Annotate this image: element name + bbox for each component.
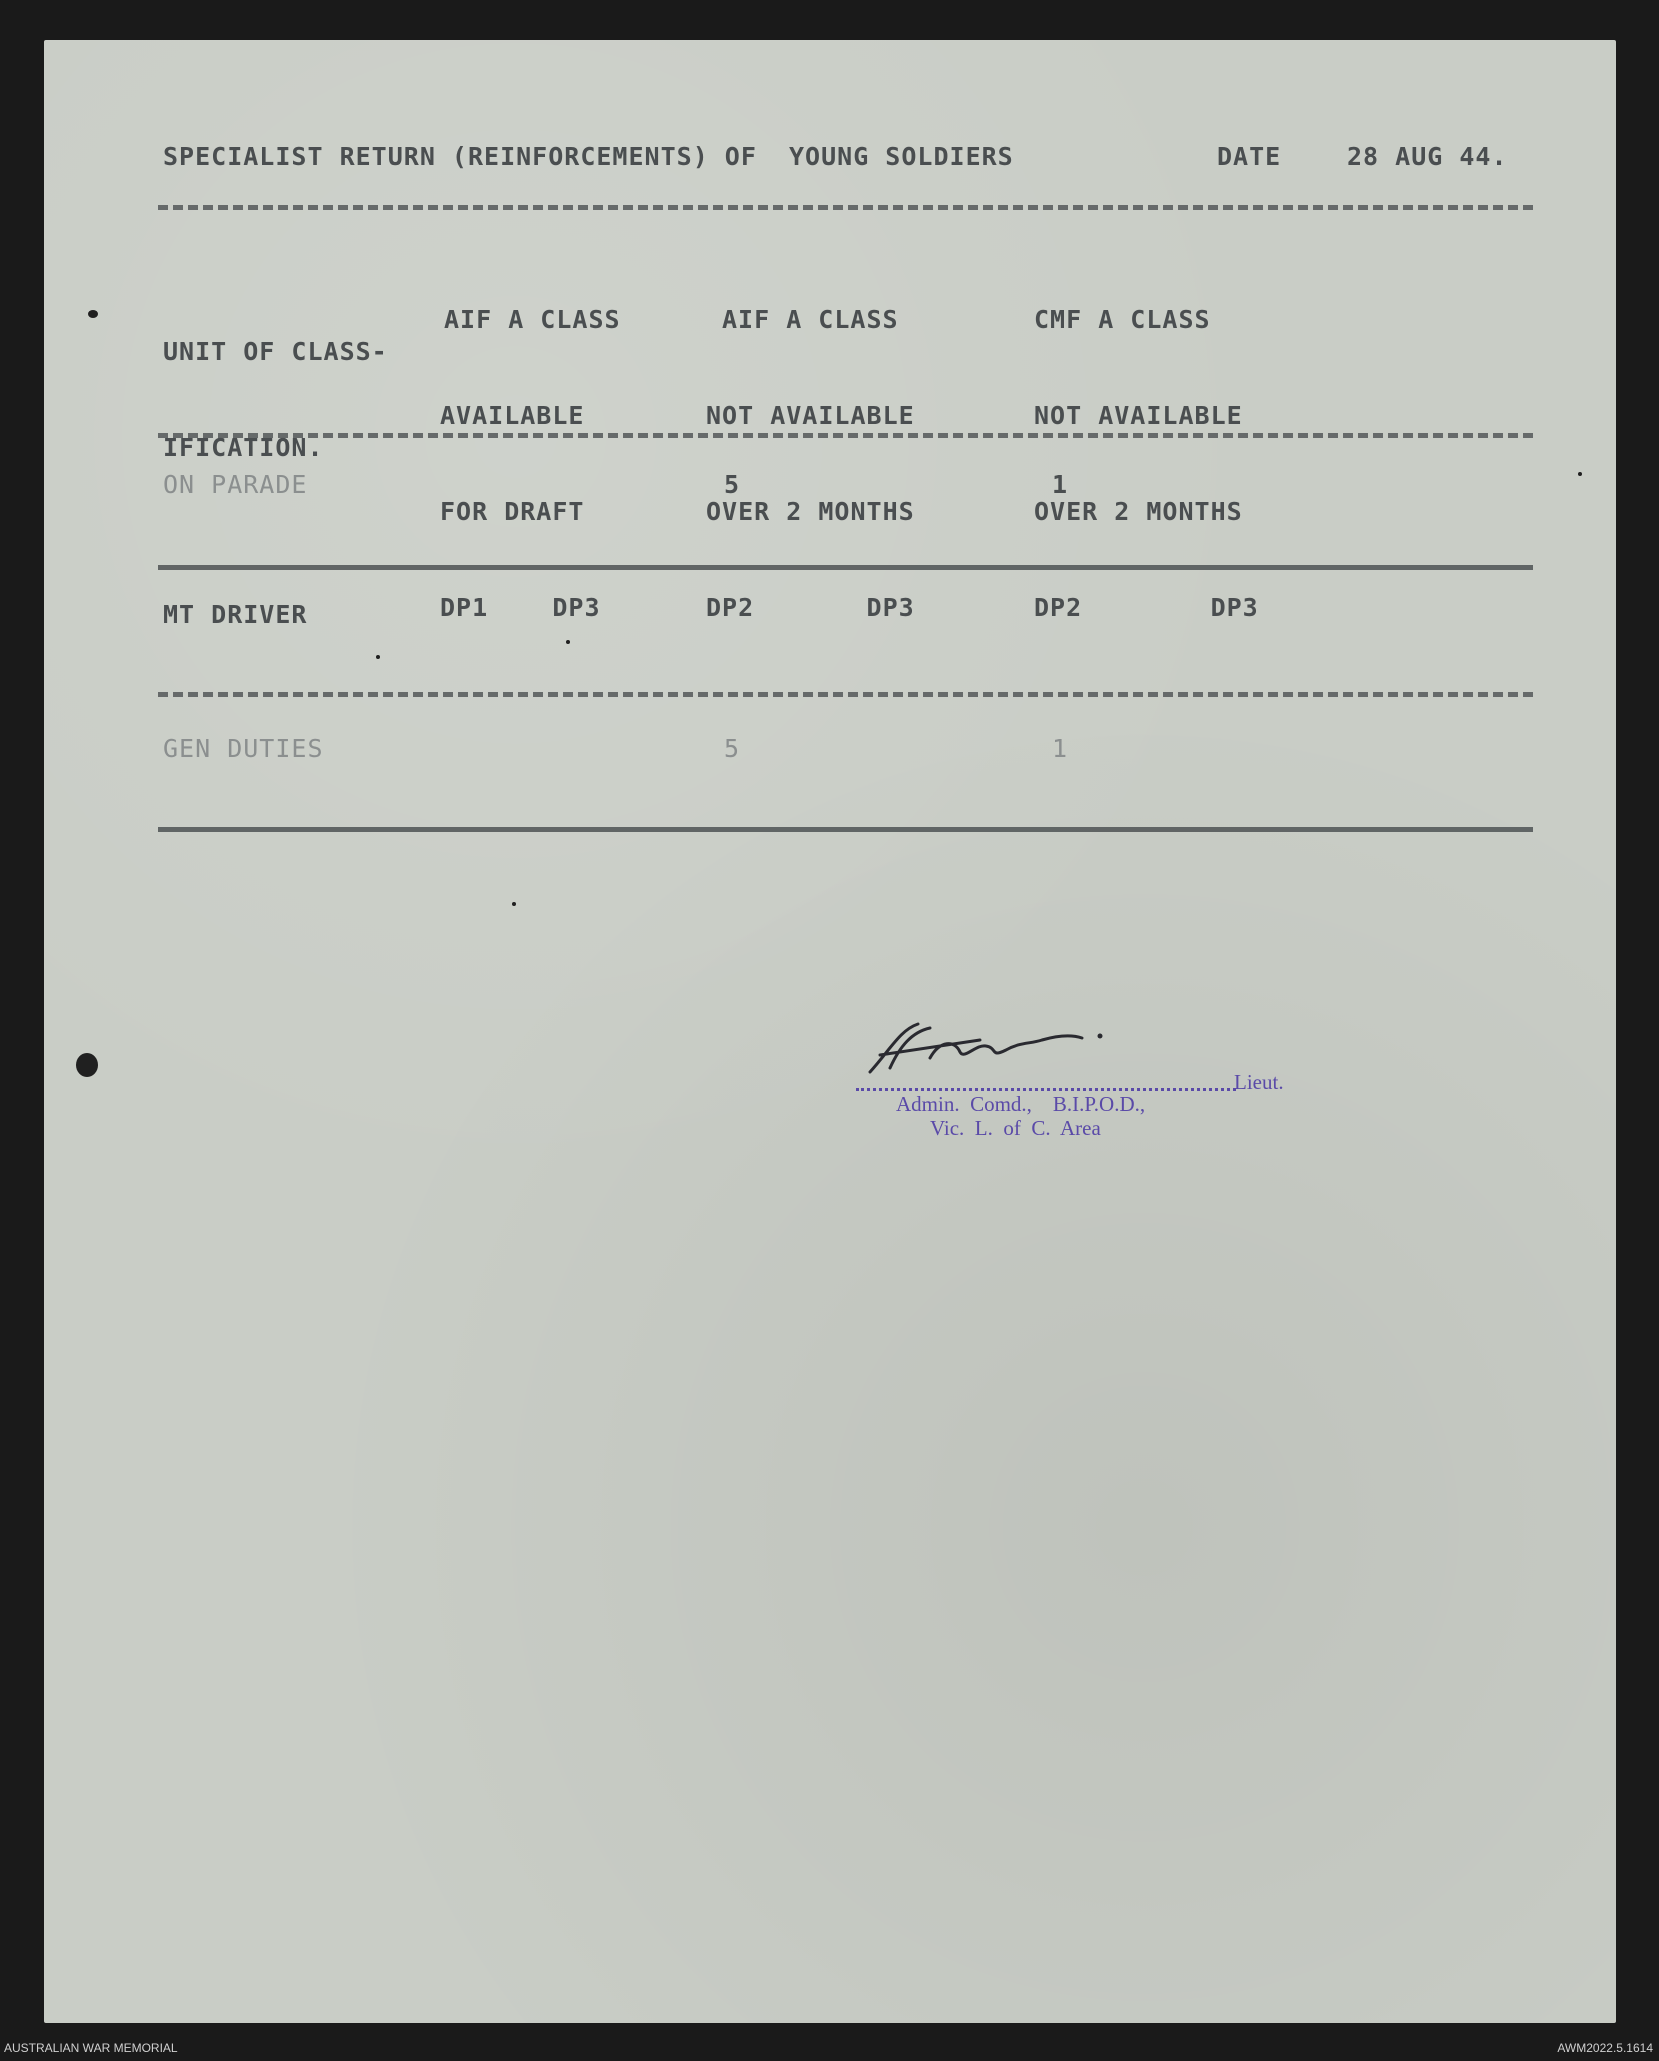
aif-available-line-4: DP1 DP3: [440, 593, 601, 622]
row-rule-3: [158, 827, 1533, 832]
row-rule-2: [158, 692, 1533, 697]
cmf-not-available-line-4: DP2 DP3: [1034, 593, 1259, 622]
header-rule: [158, 205, 1533, 210]
row-value-aif-na-dp2: 5: [724, 734, 741, 763]
row-label: ON PARADE: [163, 470, 308, 499]
paper-speck: [88, 310, 98, 318]
column-header-unit: [163, 272, 388, 496]
row-value-aif-na-dp2: 5: [724, 470, 741, 499]
column-header-rule: [158, 433, 1533, 438]
row-rule-1: [158, 565, 1533, 570]
aif-available-line-1: AIF A CLASS: [444, 305, 621, 334]
column-header-aif-not-available: [706, 240, 915, 656]
paper-speck: [566, 640, 570, 644]
aif-available-line-2: AVAILABLE: [440, 401, 585, 430]
aif-not-available-line-3: OVER 2 MONTHS: [706, 497, 915, 526]
paper-speck: [1578, 472, 1582, 476]
document-title: SPECIALIST RETURN (REINFORCEMENTS) OF YOUNG SOLDIERS: [163, 142, 1014, 171]
column-header-unit-line-1: UNIT OF CLASS-: [163, 337, 388, 366]
handwritten-signature: [860, 1010, 1160, 1090]
footer-right: AWM2022.5.1614: [1557, 2041, 1653, 2055]
stamp-line-1: Admin. Comd., B.I.P.O.D.,: [896, 1092, 1146, 1116]
row-label: GEN DUTIES: [163, 734, 324, 763]
cmf-not-available-line-3: OVER 2 MONTHS: [1034, 497, 1243, 526]
punch-hole-mark: [76, 1053, 98, 1077]
column-header-unit-line-2: IFICATION.: [163, 433, 324, 462]
row-value-cmf-na-dp2: 1: [1052, 470, 1069, 499]
stamp-rank: Lieut.: [1234, 1070, 1284, 1094]
cmf-not-available-line-1: CMF A CLASS: [1034, 305, 1211, 334]
footer-left: AUSTRALIAN WAR MEMORIAL: [4, 2041, 178, 2055]
row-value-cmf-na-dp2: 1: [1052, 734, 1069, 763]
paper-speck: [512, 902, 516, 906]
date-value: 28 AUG 44.: [1347, 142, 1508, 171]
stamp-line-2: Vic. L. of C. Area: [930, 1116, 1101, 1140]
paper-speck: [376, 655, 380, 659]
aif-not-available-line-4: DP2 DP3: [706, 593, 915, 622]
cmf-not-available-line-2: NOT AVAILABLE: [1034, 401, 1243, 430]
column-header-aif-available: [440, 240, 621, 656]
date-label: DATE: [1217, 142, 1282, 171]
column-header-cmf-not-available: [1034, 240, 1259, 656]
aif-not-available-line-1: AIF A CLASS: [722, 305, 899, 334]
aif-not-available-line-2: NOT AVAILABLE: [706, 401, 915, 430]
aif-available-line-3: FOR DRAFT: [440, 497, 585, 526]
signature-dotted-line: [856, 1088, 1236, 1091]
row-label: MT DRIVER: [163, 600, 308, 629]
